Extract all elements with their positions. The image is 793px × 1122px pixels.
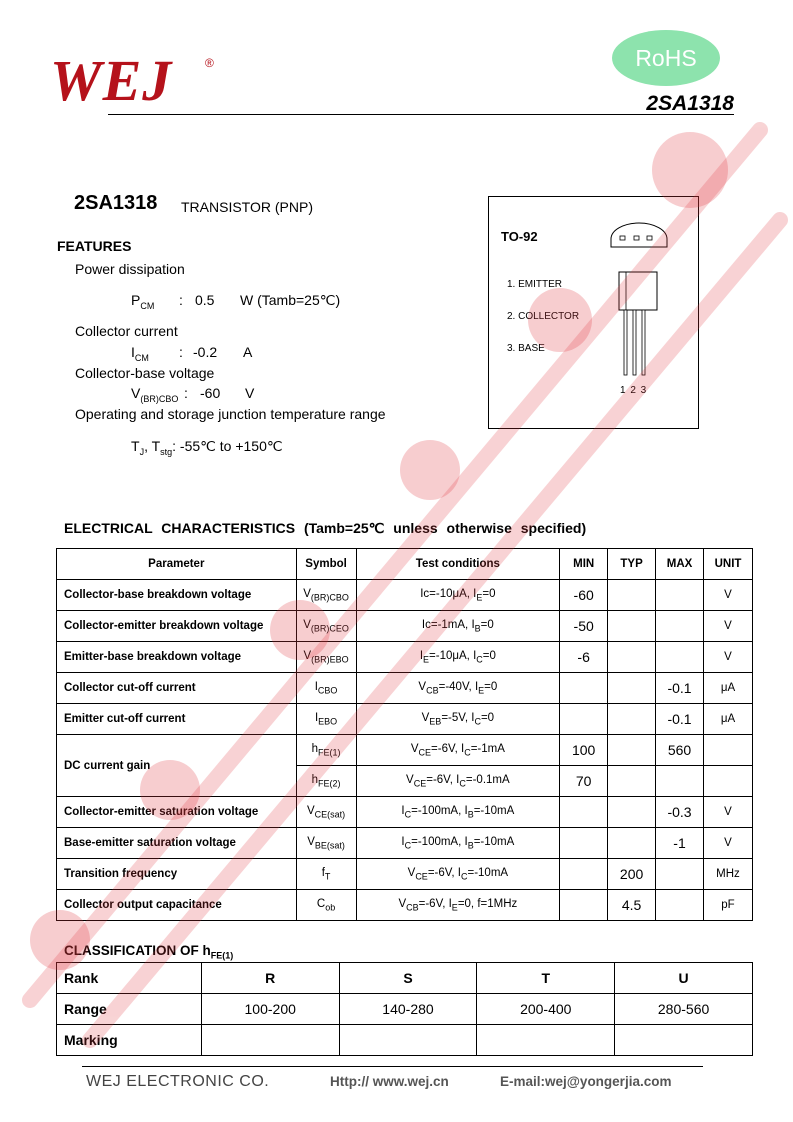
- typ-cell: [608, 642, 656, 673]
- pin-1-label: 1. EMITTER: [507, 279, 563, 290]
- param-cell: Collector-base breakdown voltage: [57, 580, 297, 611]
- marking-cell: [201, 1025, 339, 1056]
- unit-cell: V: [704, 828, 753, 859]
- header-part-number: 2SA1318: [646, 92, 734, 115]
- range-label: Range: [57, 994, 202, 1025]
- rank-cell: U: [615, 963, 753, 994]
- pin-3-label: 3. BASE: [507, 343, 545, 354]
- col-parameter: Parameter: [57, 549, 297, 580]
- min-cell: [560, 673, 608, 704]
- package-diagram: [488, 196, 699, 429]
- col-typ: TYP: [608, 549, 656, 580]
- min-cell: [560, 859, 608, 890]
- table-row: [57, 611, 753, 642]
- max-cell: [656, 642, 704, 673]
- max-cell: [656, 890, 704, 921]
- col-test-conditions: Test conditions: [356, 549, 560, 580]
- condition-cell: $I_C=-100mA$, $I_B=-10mA$: [356, 797, 560, 828]
- col-symbol: Symbol: [296, 549, 356, 580]
- rank-row: [57, 963, 753, 994]
- col-min: MIN: [560, 549, 608, 580]
- unit-cell: μA: [704, 673, 753, 704]
- param-cell: Collector cut-off current: [57, 673, 297, 704]
- to92-outline-icon: [599, 219, 679, 389]
- range-cell: 280-560: [615, 994, 753, 1025]
- min-cell: 70: [560, 766, 608, 797]
- part-title: 2SA1318: [74, 192, 158, 214]
- table-row: [57, 704, 753, 735]
- typ-cell: 4.5: [608, 890, 656, 921]
- company-logo: WEJ: [50, 48, 173, 113]
- condition-cell: $V_{CB}=-6V$, $I_E=0$, f=1MHz: [356, 890, 560, 921]
- symbol-cell: $V_{CE(sat)}$: [296, 797, 356, 828]
- range-cell: 140-280: [339, 994, 477, 1025]
- symbol-cell: $I_{EBO}$: [296, 704, 356, 735]
- col-unit: UNIT: [704, 549, 753, 580]
- param-cell: DC current gain: [57, 735, 297, 797]
- pcm-colon: :: [179, 292, 183, 308]
- unit-cell: V: [704, 797, 753, 828]
- collector-current-label: Collector current: [75, 323, 178, 339]
- symbol-cell: $V_{(BR)EBO}$: [296, 642, 356, 673]
- max-cell: -0.1: [656, 673, 704, 704]
- unit-cell: [704, 735, 753, 766]
- vbr-symbol: $V_{(BR)CBO}$: [131, 385, 179, 404]
- max-cell: -1: [656, 828, 704, 859]
- typ-cell: [608, 735, 656, 766]
- electrical-title: ELECTRICAL CHARACTERISTICS (Tamb=25℃ unless otherwise specified): [64, 520, 587, 536]
- typ-cell: [608, 797, 656, 828]
- unit-cell: V: [704, 642, 753, 673]
- min-cell: [560, 890, 608, 921]
- max-cell: 560: [656, 735, 704, 766]
- min-cell: 100: [560, 735, 608, 766]
- footer-company: WEJ ELECTRONIC CO.: [86, 1073, 270, 1090]
- condition-cell: $I_C=-100mA$, $I_B=-10mA$: [356, 828, 560, 859]
- pin-2-label: 2. COLLECTOR: [507, 311, 580, 322]
- table-row: [57, 673, 753, 704]
- vbr-colon: :: [184, 385, 188, 401]
- symbol-cell: $h_{FE(2)}$: [296, 766, 356, 797]
- symbol-cell: $V_{(BR)CBO}$: [296, 580, 356, 611]
- pcm-symbol: $P_{CM}$: [131, 292, 155, 311]
- table-row: [57, 735, 753, 766]
- max-cell: -0.1: [656, 704, 704, 735]
- footer-website-link[interactable]: Http:// www.wej.cn: [330, 1074, 449, 1089]
- max-cell: [656, 859, 704, 890]
- condition-cell: Ic=-1mA, $I_B=0$: [356, 611, 560, 642]
- features-heading: FEATURES: [57, 238, 132, 254]
- footer-email-link[interactable]: E-mail:wej@yongerjia.com: [500, 1074, 672, 1089]
- pcm-value: 0.5: [195, 292, 215, 308]
- classification-table: [56, 962, 753, 1056]
- typ-cell: [608, 766, 656, 797]
- icm-value: -0.2: [193, 344, 218, 360]
- unit-cell: V: [704, 611, 753, 642]
- temp-range-value: $T_J$, $T_{stg}$: -55℃ to +150℃: [131, 438, 283, 457]
- symbol-cell: $h_{FE(1)}$: [296, 735, 356, 766]
- typ-cell: [608, 704, 656, 735]
- min-cell: [560, 797, 608, 828]
- rank-cell: T: [477, 963, 615, 994]
- cb-voltage-label: Collector-base voltage: [75, 365, 215, 381]
- symbol-cell: $f_T$: [296, 859, 356, 890]
- typ-cell: 200: [608, 859, 656, 890]
- table-row: [57, 642, 753, 673]
- typ-cell: [608, 580, 656, 611]
- vbr-value: -60: [200, 385, 221, 401]
- table-header-row: [57, 549, 753, 580]
- marking-cell: [615, 1025, 753, 1056]
- param-cell: Base-emitter saturation voltage: [57, 828, 297, 859]
- marking-cell: [339, 1025, 477, 1056]
- param-cell: Collector output capacitance: [57, 890, 297, 921]
- unit-cell: [704, 766, 753, 797]
- icm-unit: A: [243, 344, 253, 360]
- min-cell: -50: [560, 611, 608, 642]
- range-cell: 200-400: [477, 994, 615, 1025]
- package-name: TO-92: [501, 229, 538, 244]
- registered-mark: ®: [205, 56, 214, 70]
- rank-label: Rank: [57, 963, 202, 994]
- power-dissipation-label: Power dissipation: [75, 261, 185, 277]
- param-cell: Emitter cut-off current: [57, 704, 297, 735]
- rank-cell: R: [201, 963, 339, 994]
- typ-cell: [608, 673, 656, 704]
- rank-cell: S: [339, 963, 477, 994]
- condition-cell: $V_{EB}=-5V$, $I_C=0$: [356, 704, 560, 735]
- max-cell: [656, 580, 704, 611]
- marking-row: [57, 1025, 753, 1056]
- condition-cell: $I_E=-10\mu A$, $I_C=0$: [356, 642, 560, 673]
- param-cell: Transition frequency: [57, 859, 297, 890]
- condition-cell: $V_{CE}=-6V$, $I_C=-1mA$: [356, 735, 560, 766]
- part-type: TRANSISTOR (PNP): [181, 199, 313, 215]
- symbol-cell: $I_{CBO}$: [296, 673, 356, 704]
- param-cell: Collector-emitter saturation voltage: [57, 797, 297, 828]
- rohs-badge: RoHS: [612, 30, 720, 86]
- min-cell: -60: [560, 580, 608, 611]
- icm-symbol: $I_{CM}$: [131, 344, 149, 363]
- range-row: [57, 994, 753, 1025]
- symbol-cell: $V_{(BR)CEO}$: [296, 611, 356, 642]
- min-cell: -6: [560, 642, 608, 673]
- param-cell: Emitter-base breakdown voltage: [57, 642, 297, 673]
- table-row: [57, 797, 753, 828]
- condition-cell: $V_{CE}=-6V$, $I_C=-0.1mA$: [356, 766, 560, 797]
- table-row: [57, 828, 753, 859]
- marking-cell: [477, 1025, 615, 1056]
- footer-divider: [82, 1066, 703, 1067]
- marking-label: Marking: [57, 1025, 202, 1056]
- max-cell: [656, 611, 704, 642]
- condition-cell: $V_{CE}=-6V$, $I_C=-10mA$: [356, 859, 560, 890]
- vbr-unit: V: [245, 385, 255, 401]
- typ-cell: [608, 828, 656, 859]
- symbol-cell: $V_{BE(sat)}$: [296, 828, 356, 859]
- icm-colon: :: [179, 344, 183, 360]
- pin-numbers: 1 2 3: [620, 385, 647, 396]
- max-cell: -0.3: [656, 797, 704, 828]
- table-row: [57, 859, 753, 890]
- condition-cell: Ic=-10μA, $I_E=0$: [356, 580, 560, 611]
- unit-cell: pF: [704, 890, 753, 921]
- max-cell: [656, 766, 704, 797]
- typ-cell: [608, 611, 656, 642]
- classification-title: CLASSIFICATION OF $h_{FE(1)}$: [64, 943, 234, 961]
- electrical-table: [56, 548, 753, 921]
- temp-range-label: Operating and storage junction temperature range: [75, 406, 386, 422]
- unit-cell: MHz: [704, 859, 753, 890]
- min-cell: [560, 704, 608, 735]
- table-row: [57, 580, 753, 611]
- header-divider: [108, 114, 734, 115]
- symbol-cell: $C_{ob}$: [296, 890, 356, 921]
- param-cell: Collector-emitter breakdown voltage: [57, 611, 297, 642]
- table-row: [57, 890, 753, 921]
- unit-cell: V: [704, 580, 753, 611]
- min-cell: [560, 828, 608, 859]
- col-max: MAX: [656, 549, 704, 580]
- unit-cell: μA: [704, 704, 753, 735]
- range-cell: 100-200: [201, 994, 339, 1025]
- condition-cell: $V_{CB}=-40V$, $I_E=0$: [356, 673, 560, 704]
- pcm-unit: W (Tamb=25℃): [240, 292, 341, 308]
